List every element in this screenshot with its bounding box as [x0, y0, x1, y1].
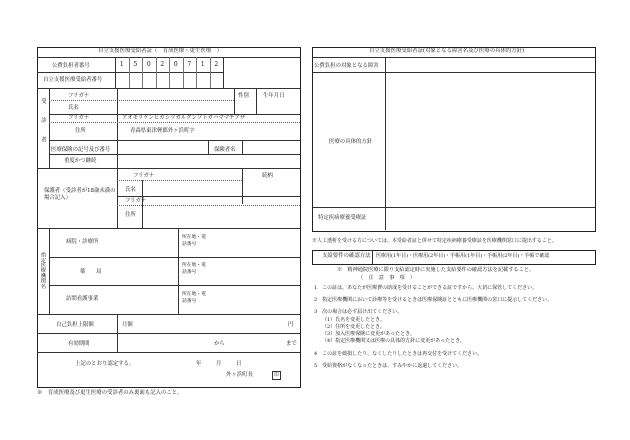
address-value: 青森県東津軽郡外ヶ浜町字 [130, 128, 195, 134]
payer-number-digits [115, 57, 223, 72]
guardian-name-label: 氏名 [125, 187, 136, 193]
requirement-label: 支給要件の確認方法 [322, 253, 371, 259]
payer-number-digit: 2 [214, 61, 219, 68]
note-dialysis: ※人工透析を受ける方については、本受給者証と併せて特定疾病療養受療証を医療機関窓口に提出すること。 [312, 238, 557, 244]
nursing-location-label: 所在地・電話番号 [182, 292, 206, 304]
pharmacy-location-label: 所在地・電話番号 [182, 263, 206, 275]
sex-label: 性別 [238, 93, 249, 99]
guardian-label: 保護者（受診者が18歳未満の場合記入） [44, 188, 116, 201]
disorder-label: 公費負担の対象となる障害 [314, 63, 379, 69]
guardian-furigana-label: フリガナ [133, 173, 155, 179]
notes-item: （4）指定医療機関又は医療の具体的方針に変更があったとき。 [322, 338, 465, 344]
day-label: 日 [236, 361, 242, 367]
until-label: まで [286, 341, 297, 347]
seal-box: 印 [272, 371, 281, 380]
hospital-label: 病院・診療所 [66, 239, 99, 245]
notes-item: 3 次の場合は必ず届け出てください。 [314, 309, 403, 315]
severe-label: 重度かつ継続 [64, 158, 97, 164]
address-furigana-value: アオモリケンヒガシツガルグンソトガハママチアザ [122, 115, 246, 121]
yen-label: 円 [288, 322, 294, 328]
notes-item: 2 指定医療機関において診療等を受けるときは医療保険証とともに医療機関の窓口に提示してください。 [314, 297, 553, 303]
footnote: ※ 育成医療及び更生医療の受診者のみ裏面も記入のこと。 [37, 390, 183, 396]
from-label: から [214, 341, 225, 347]
validity-label: 有効期間 [68, 341, 90, 347]
copay-label: 自己負担上限額 [56, 322, 94, 328]
name-label: 氏名 [68, 105, 79, 111]
left-title: 自立支援医療受給者証（ 育成医療・更生医療 ） [98, 48, 222, 54]
payer-number-digit: 0 [173, 61, 178, 68]
right-title: 自立支援医療受給者証(対象となる障害名及び医療の具体的方針) [369, 48, 525, 54]
furigana-label: フリガナ [68, 93, 90, 99]
specified-label: 特定疾病療養受療証 [318, 215, 367, 221]
year-label: 年 [196, 361, 202, 367]
notes-item: （3）加入医療保険に変更があったとき。 [322, 331, 415, 337]
recipient-number-cells [115, 72, 223, 88]
payer-number-label: 公費負担者番号 [52, 63, 90, 69]
address-furigana-label: フリガナ [68, 115, 90, 121]
pharmacy-label: 薬 局 [80, 269, 102, 275]
insurance-label: 医療保険の記号及び番号 [51, 147, 111, 153]
note-requirement: ※ 精神通院医療に限り支給認定時に実施した支給要件の確認方法を記載すること。 [337, 267, 535, 273]
hospital-location-label: 所在地・電話番号 [182, 235, 206, 247]
notes-item: 1 この証は、あなたが医療費の助成を受けることができる証ですから、大切に保管してください。 [314, 285, 538, 291]
payer-number-digit: 2 [160, 61, 165, 68]
notes-item: 4 この証を破損したり、なくしたりしたときは再交付を受けてください。 [314, 351, 483, 357]
payer-number-digit: 7 [187, 61, 192, 68]
notes-item: （1）氏名を変更したとき。 [322, 317, 385, 323]
section-recipient-label: 受診者 [40, 98, 46, 157]
month-date-label: 月 [216, 361, 222, 367]
requirement-value: 医療用(1年目)・医療用(2年目)・手帳用(1年目)・手帳用(2年目)・手帳で確認 [376, 253, 550, 259]
guardian-address-label: 住所 [125, 212, 136, 218]
notes-item: （2）住所を変更したとき。 [322, 324, 385, 330]
payer-number-digit: 0 [146, 61, 151, 68]
certify-text: 上記のとおり認定する。 [75, 361, 135, 367]
policy-label: 医療の具体的方針 [329, 139, 373, 145]
institution-section-label: 指定医療機関名 [40, 252, 46, 289]
payer-number-digit: 5 [133, 61, 138, 68]
relation-label: 続柄 [262, 173, 273, 179]
dob-label: 生年月日 [263, 93, 285, 99]
payer-number-digit: 1 [119, 61, 124, 68]
payer-number-digit: 1 [200, 61, 205, 68]
nursing-label: 訪問看護事業 [66, 296, 99, 302]
recipient-number-label: 自立支援医療受給者番号 [43, 77, 103, 83]
guardian-addr-furigana-label: フリガナ [125, 198, 147, 204]
notes-heading: （ 注 意 事 項 ） [358, 275, 416, 281]
month-label: 月額 [122, 322, 133, 328]
address-label: 住所 [75, 128, 86, 134]
insurer-label: 保険者名 [214, 147, 236, 153]
mayor-label: 外ヶ浜町長 [226, 372, 253, 378]
notes-item: 5 受給資格がなくなったときは、すみやかに返還してください。 [314, 363, 463, 369]
